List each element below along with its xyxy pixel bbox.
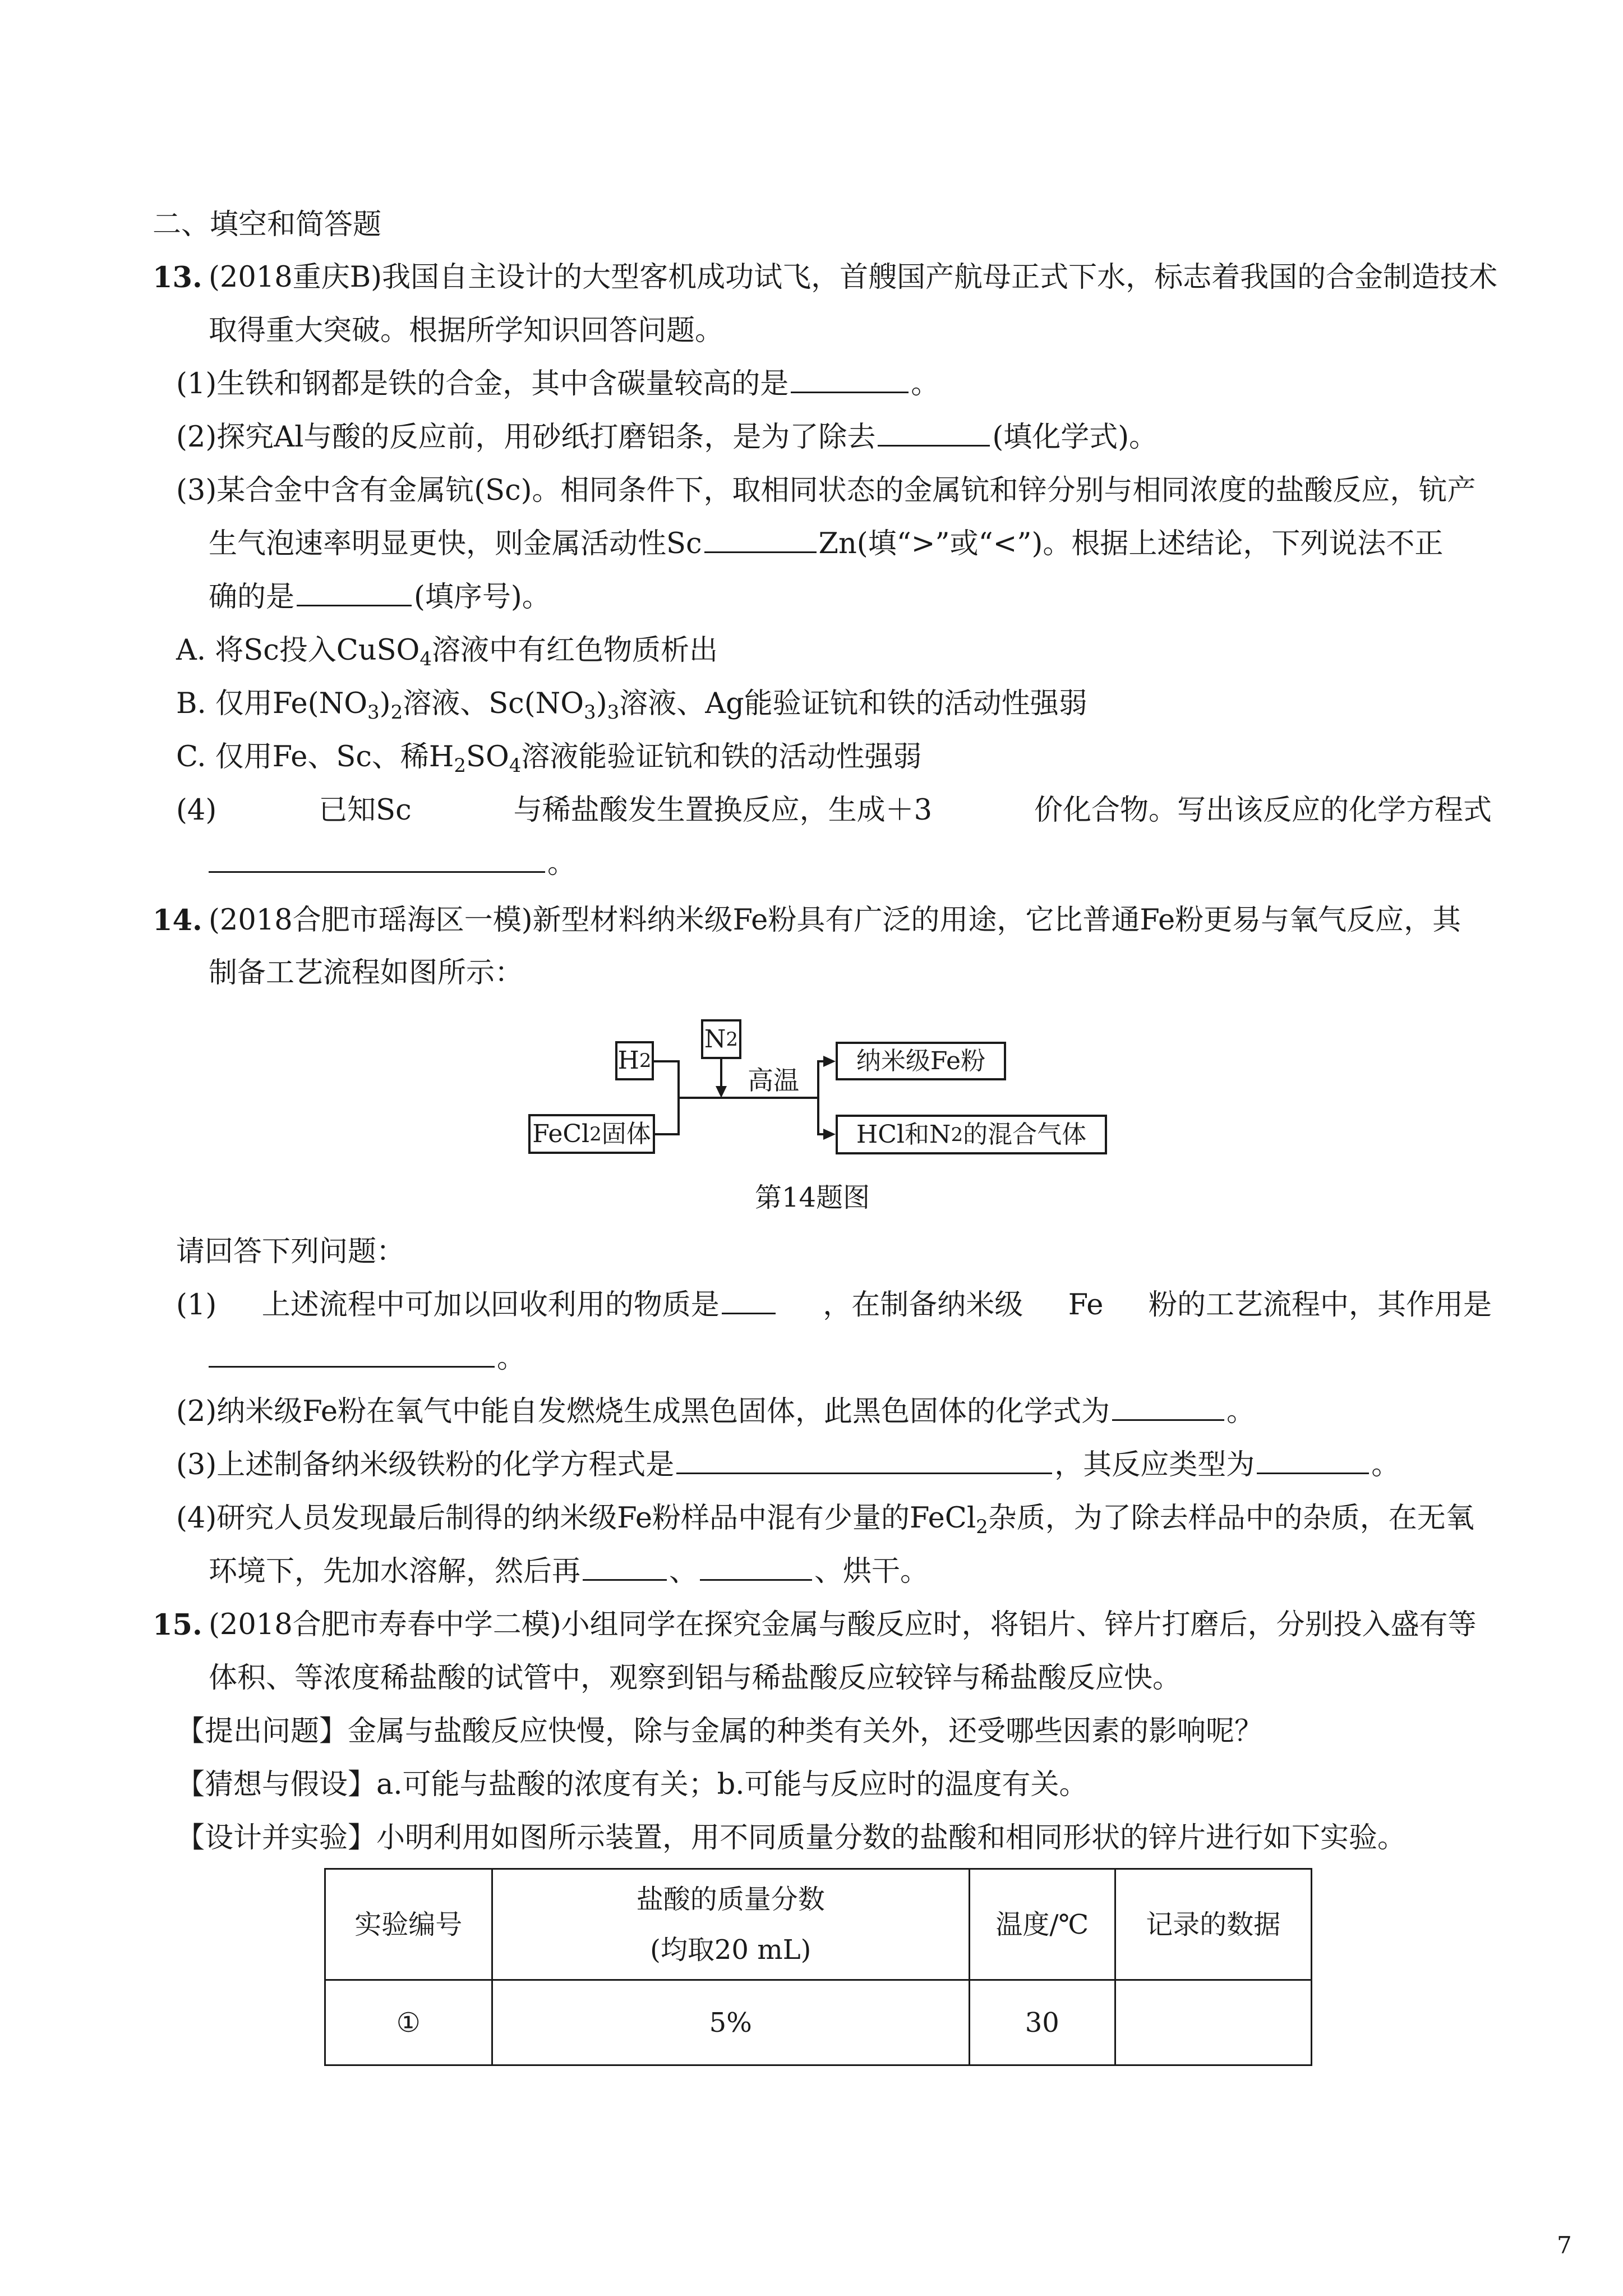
q13-stem-line2: 取得重大突破。根据所学知识回答问题。 (209, 314, 724, 347)
q15-experiment: 【设计并实验】小明利用如图所示装置，用不同质量分数的盐酸和相同形状的锌片进行如下实验。 (176, 1821, 1407, 1855)
q13-part2-end: (填化学式)。 (992, 421, 1158, 454)
header-cell: 盐酸的质量分数 (均取20 mL) (492, 1869, 969, 1980)
table-row (325, 1980, 1312, 2065)
q13-part3-line2-a: 生气泡速率明显更快，则金属活动性Sc (209, 527, 702, 560)
header-cell: 实验编号 (325, 1869, 492, 1980)
answer-blank[interactable] (583, 1554, 667, 1581)
answer-blank[interactable] (1257, 1448, 1369, 1474)
q13-part3-line3-a: 确的是 (209, 581, 295, 614)
q13-part4-line2: 。 (209, 844, 576, 884)
q13-part2-text: (2)探究Al与酸的反应前，用砂纸打磨铝条，是为了除去 (176, 421, 876, 454)
q13-option-c: C. 仅用Fe、Sc、稀$H_2SO_4$溶液能验证钪和铁的活动性强弱 (176, 740, 922, 777)
q15-number: 15. (153, 1608, 202, 1642)
q13-part3-line2-b: Zn(填“>”或“<”)。根据上述结论，下列说法不正 (818, 527, 1444, 560)
section-label: 【设计并实验】 (176, 1821, 377, 1855)
arrow-head-down (716, 1086, 727, 1098)
table-cell: 30 (969, 1980, 1115, 2065)
answer-blank[interactable] (676, 1448, 1052, 1474)
q14-stem-line1: (2018合肥市瑶海区一模)新型材料纳米级Fe粉具有广泛的用途，它比普通Fe粉更易与氧气反应，其 (209, 904, 1461, 937)
answer-blank[interactable] (700, 1554, 812, 1581)
q14-stem-line2: 制备工艺流程如图所示： (209, 956, 524, 990)
q15-hypothesis: 【猜想与假设】a.可能与盐酸的浓度有关；b.可能与反应时的温度有关。 (176, 1768, 1088, 1801)
output-gas-box: HCl和N 2 的混合气体 (836, 1115, 1107, 1154)
n2-box: N 2 (701, 1019, 741, 1059)
q13-part4-line1: (4) 已知Sc 与稀盐酸发生置换反应，生成＋3 价化合物。写出该反应的化学方程式 (176, 794, 1492, 827)
q14-part2: (2)纳米级Fe粉在氧气中能自发燃烧生成黑色固体，此黑色固体的化学式为 。 (176, 1395, 1256, 1428)
q13-option-a: A. 将Sc投入CuSO$_4$溶液中有红色物质析出 (176, 634, 718, 670)
q13-part3-line3-b: (填序号)。 (414, 581, 551, 614)
q15-stem-line1: (2018合肥市寿春中学二模)小组同学在探究金属与酸反应时，将铝片、锌片打磨后，分别投入盛有等 (209, 1608, 1477, 1641)
table-cell[interactable] (1115, 1980, 1311, 2065)
q14-part4-line2: 环境下，先加水溶解，然后再 、 、烘干。 (209, 1555, 929, 1588)
arrow-head-right (823, 1129, 836, 1140)
q14-part4-line1: (4)研究人员发现最后制得的纳米级Fe粉样品中混有少量的FeCl$_2$杂质，为了除去样品中的杂质，在无氧 (176, 1502, 1474, 1538)
table-header-row (325, 1869, 1312, 1980)
arrow-head-right (823, 1056, 836, 1067)
q14-number: 14. (153, 904, 202, 937)
q15-stem-line2: 体积、等浓度稀盐酸的试管中，观察到铝与稀盐酸反应较锌与稀盐酸反应快。 (209, 1662, 1182, 1695)
q14-part1-line1: (1) 上述流程中可加以回收利用的物质是 ，在制备纳米级 Fe 粉的工艺流程中，其作用是 (176, 1289, 1492, 1322)
section-label: 【猜想与假设】 (176, 1768, 377, 1801)
q14-prompt: 请回答下列问题： (176, 1235, 405, 1268)
q13-number: 13. (153, 261, 202, 295)
table-cell: 5% (492, 1980, 969, 2065)
page-number: 7 (1557, 2231, 1572, 2259)
output-nano-fe-box: 纳米级Fe粉 (836, 1042, 1006, 1080)
q15-question: 【提出问题】金属与盐酸反应快慢，除与金属的种类有关外，还受哪些因素的影响呢？ (176, 1715, 1264, 1748)
answer-blank[interactable] (722, 1288, 776, 1314)
q13-part1-end: 。 (911, 367, 940, 401)
section-label: 【提出问题】 (176, 1715, 348, 1748)
header-cell: 记录的数据 (1115, 1869, 1311, 1980)
condition-label: 高温 (748, 1065, 799, 1096)
table-cell: ① (325, 1980, 492, 2065)
answer-blank[interactable] (209, 1341, 495, 1368)
header-cell: 温度/℃ (969, 1869, 1115, 1980)
figure-caption: 第14题图 (755, 1182, 870, 1213)
q14-part1-line2: 。 (209, 1339, 525, 1378)
section-title: 二、填空和简答题 (153, 208, 382, 241)
fecl2-box: FeCl 2 固体 (528, 1114, 655, 1154)
q13-stem-line1: (2018重庆B)我国自主设计的大型客机成功试飞，首艘国产航母正式下水，标志着我国的合金制造技术 (209, 261, 1498, 294)
q13-part3-line1: (3)某合金中含有金属钪(Sc)。相同条件下，取相同状态的金属钪和锌分别与相同浓度的盐酸反应，钪产 (176, 474, 1476, 507)
answer-blank[interactable] (1112, 1395, 1224, 1421)
q13-part1-text: (1)生铁和钢都是铁的合金，其中含碳量较高的是 (176, 367, 789, 401)
q13-option-b: B. 仅用$Fe(NO_3)_2$溶液、$Sc(NO_3)_3$溶液、Ag能验证钪和铁的活动性强弱 (176, 687, 1087, 724)
h2-box: H 2 (615, 1041, 654, 1080)
experiment-table (324, 1868, 1312, 2066)
q14-part3: (3)上述制备纳米级铁粉的化学方程式是 ，其反应类型为 。 (176, 1448, 1400, 1481)
